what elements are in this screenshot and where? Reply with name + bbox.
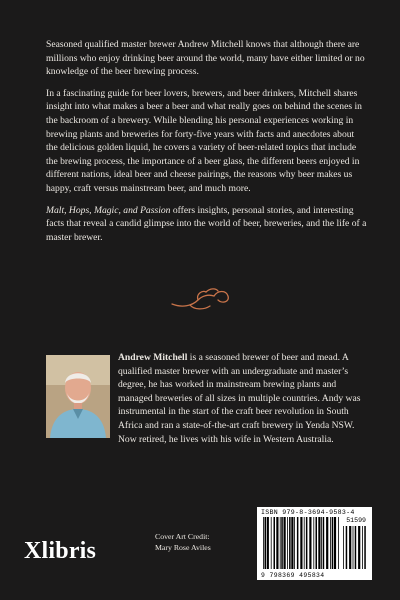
book-title: Malt, Hops, Magic, and Passion — [46, 204, 171, 216]
blurb-paragraph-3-text: offers insights, personal stories, and interesting facts that reveal a candid glimpse into the world of beer, breweries, and the life of a master brewer. — [46, 204, 367, 243]
addon-barcode-bars — [343, 526, 367, 569]
credit-name: Mary Rose Aviles — [155, 542, 211, 552]
blurb-paragraph-1: Seasoned qualified master brewer Andrew Mitchell knows that although there are millions who enjoy drinking beer around the world, many have either limited or no knowledge of the beer brewing process. — [46, 39, 365, 78]
isbn-barcode — [257, 507, 372, 580]
publisher-logo: Xlibris — [24, 538, 97, 564]
isbn-label: ISBN 979-8-3694-9583-4 — [261, 509, 355, 516]
credit-label: Cover Art Credit: — [155, 532, 210, 541]
back-cover-blurb — [46, 38, 368, 252]
author-name: Andrew Mitchell — [118, 352, 188, 363]
author-bio-text: is a seasoned brewer of beer and mead. A qualified master brewer with an undergraduate and master’s degree, he has worked in mainstream brewing plants and managed breweries of all sizes in multiple countries. Andy was instrumental in the start of the craft beer revolution in South Africa and ran a state-of-the-art craft brewery in Yenda NSW. Now retired, he lives with his wife in Western Australia. — [118, 352, 361, 445]
barcode-digits: 9 798369 495834 — [261, 572, 325, 579]
blurb-paragraph-2: In a fascinating guide for beer lovers, brewers, and beer drinkers, Mitchell shares insight into what makes a beer a beer and what really goes on behind the scenes in the backroom of a brewery. While blending his personal experiences working in brewing plants and breweries for forty-five years with facts and anecdotes about the delicious golden liquid, he covers a variety of beer-related topics that include the brewing process, the importance of a beer glass, the different beers enjoyed in different nations, ideal beer and cheese pairings, the reasons why beer makes us happy, craft versus mainstream beer, and much more. — [46, 87, 362, 194]
barcode-bars — [263, 517, 341, 569]
hop-flourish-icon — [168, 284, 232, 312]
author-bio — [118, 351, 368, 446]
author-photo — [46, 355, 110, 438]
blurb-paragraph-3 — [46, 204, 368, 245]
price-code: 51599 — [346, 517, 366, 524]
cover-art-credit — [155, 532, 211, 553]
